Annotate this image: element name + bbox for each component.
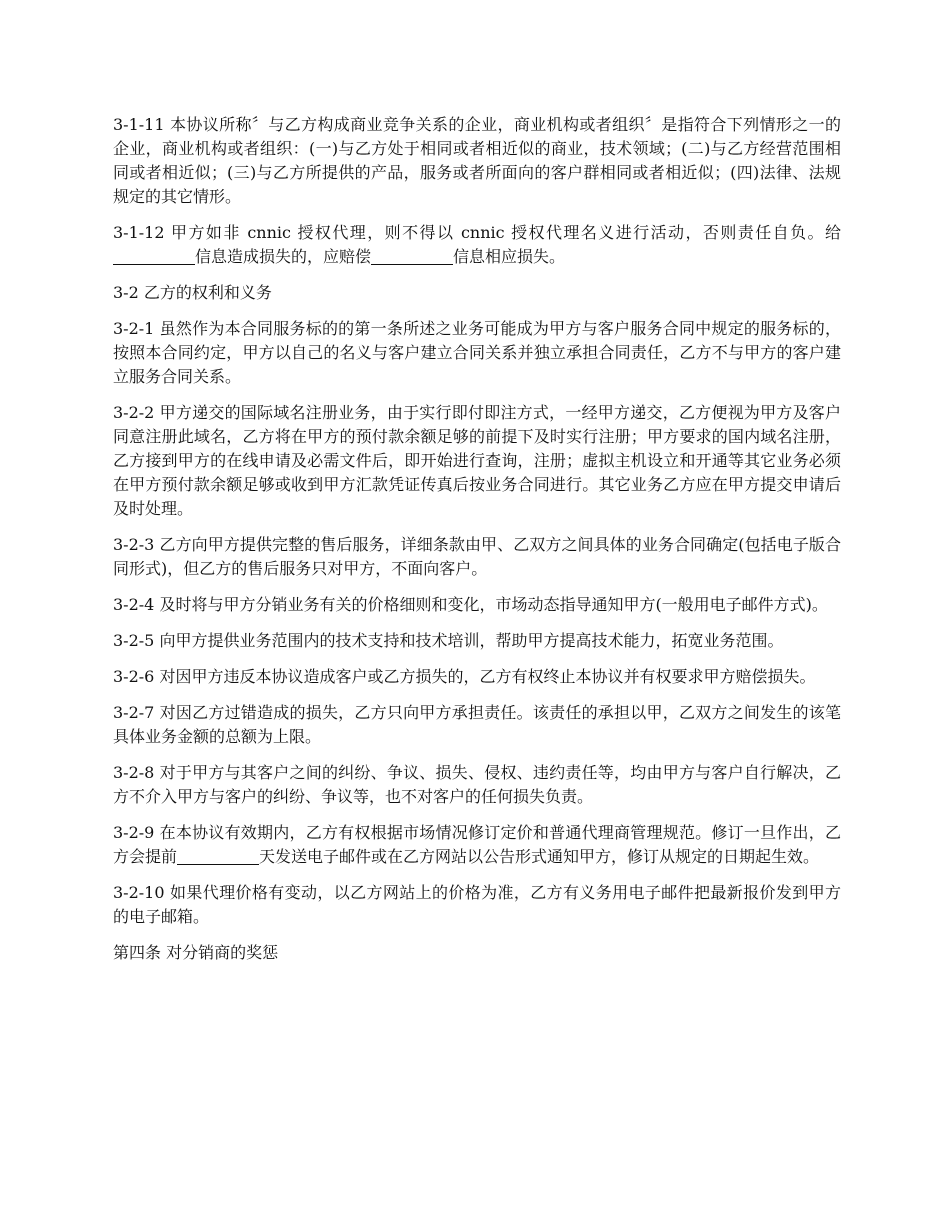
- fill-in-blank: [371, 248, 453, 265]
- clause-text: 3-2-3 乙方向甲方提供完整的售后服务，详细条款由甲、乙双方之间具体的业务合同确定(包括电子版合同形式)，但乙方的售后服务只对甲方，不面向客户。: [113, 535, 841, 578]
- fill-in-blank: [113, 248, 195, 265]
- clause-text: 3-2-1 虽然作为本合同服务标的的第一条所述之业务可能成为甲方与客户服务合同中规定的服务标的，按照本合同约定，甲方以自己的名义与客户建立合同关系并独立承担合同责任，乙方不与甲方的客户建立服务合同关系。: [113, 319, 841, 386]
- section-heading-3-2: [113, 281, 841, 305]
- clause-text: 3-2-6 对因甲方违反本协议造成客户或乙方损失的，乙方有权终止本协议并有权要求甲方赔偿损失。: [113, 667, 816, 686]
- clause-3-1-12: [113, 221, 841, 269]
- clause-text: 3-1-11 本协议所称〞与乙方构成商业竞争关系的企业，商业机构或者组织〞是指符合下列情形之一的企业，商业机构或者组织：(一)与乙方处于相同或者相近似的商业，技术领域；(二)与乙方经营范围相同或者相近似；(三)与乙方所提供的产品，服务或者所面向的客户群相同或者相近似；(四)法律、法规规定的其它情形。: [113, 115, 841, 206]
- clause-text: 信息造成损失的，应赔偿: [195, 247, 372, 266]
- clause-3-2-10: [113, 881, 841, 929]
- clause-text: 3-2-9 在本协议有效期内，乙方有权根据市场情况修订定价和普通代理商管理规范。修订一旦作出，乙方会提前: [113, 823, 841, 866]
- clause-3-1-11: [113, 113, 841, 209]
- clause-3-2-1: [113, 317, 841, 389]
- document-body: [113, 113, 841, 977]
- fill-in-blank: [177, 848, 259, 865]
- clause-text: 信息相应损失。: [453, 247, 566, 266]
- clause-text: 3-2-8 对于甲方与其客户之间的纠纷、争议、损失、侵权、违约责任等，均由甲方与客户自行解决，乙方不介入甲方与客户的纠纷、争议等，也不对客户的任何损失负责。: [113, 763, 841, 806]
- clause-text: 3-2-10 如果代理价格有变动，以乙方网站上的价格为准，乙方有义务用电子邮件把最新报价发到甲方的电子邮箱。: [113, 883, 841, 926]
- clause-text: 3-2-5 向甲方提供业务范围内的技术支持和技术培训，帮助甲方提高技术能力，拓宽业务范围。: [113, 631, 784, 650]
- clause-text: 3-2-2 甲方递交的国际域名注册业务，由于实行即付即注方式，一经甲方递交，乙方便视为甲方及客户同意注册此域名，乙方将在甲方的预付款余额足够的前提下及时实行注册；甲方要求的国内域名注册，乙方接到甲方的在线申请及必需文件后，即开始进行查询，注册；虚拟主机设立和开通等其它业务必须在甲方预付款余额足够或收到甲方汇款凭证传真后按业务合同进行。其它业务乙方应在甲方提交申请后及时处理。: [113, 403, 841, 518]
- clause-3-2-7: [113, 701, 841, 749]
- heading-text: 3-2 乙方的权利和义务: [113, 283, 272, 302]
- clause-text: 3-2-7 对因乙方过错造成的损失，乙方只向甲方承担责任。该责任的承担以甲，乙双方之间发生的该笔具体业务金额的总额为上限。: [113, 703, 841, 746]
- clause-3-2-3: [113, 533, 841, 581]
- article-4-heading: [113, 941, 841, 965]
- clause-3-2-6: [113, 665, 841, 689]
- clause-text: 3-1-12 甲方如非 cnnic 授权代理，则不得以 cnnic 授权代理名义进行活动，否则责任自负。给: [113, 223, 841, 242]
- clause-3-2-8: [113, 761, 841, 809]
- heading-text: 第四条 对分销商的奖惩: [113, 943, 279, 962]
- clause-3-2-4: [113, 593, 841, 617]
- clause-text: 3-2-4 及时将与甲方分销业务有关的价格细则和变化，市场动态指导通知甲方(一般用电子邮件方式)。: [113, 595, 828, 614]
- clause-3-2-9: [113, 821, 841, 869]
- clause-3-2-2: [113, 401, 841, 521]
- clause-text: 天发送电子邮件或在乙方网站以公告形式通知甲方，修订从规定的日期起生效。: [259, 847, 820, 866]
- clause-3-2-5: [113, 629, 841, 653]
